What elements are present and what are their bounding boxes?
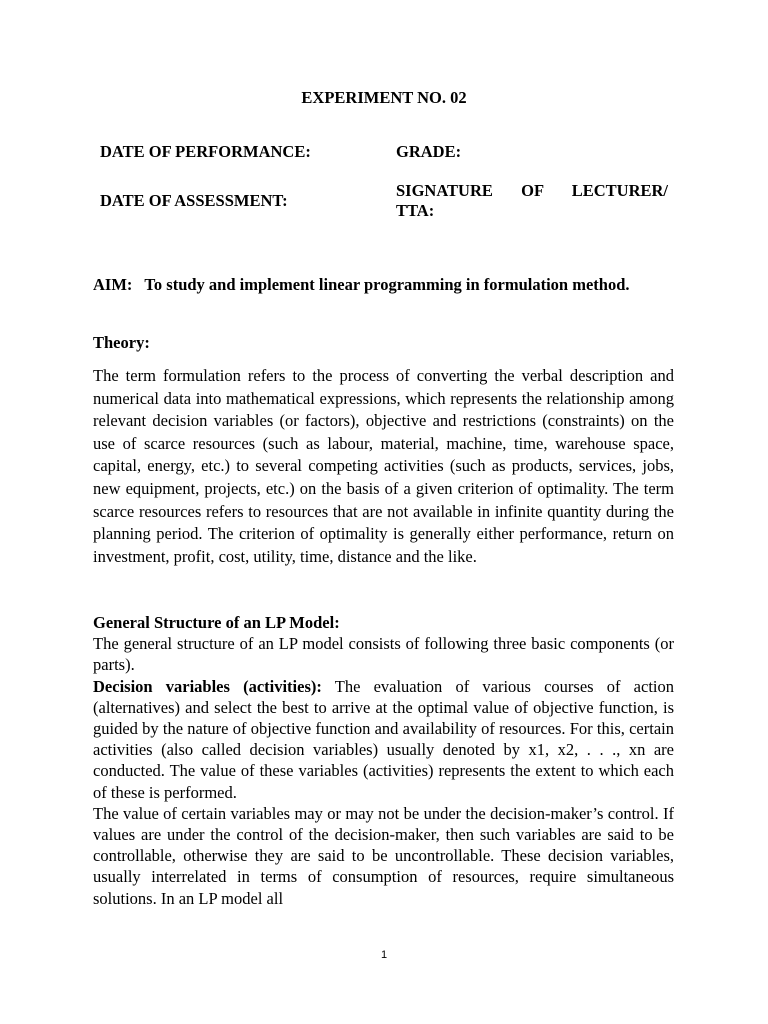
aim-label: AIM: xyxy=(93,275,133,294)
aim-section xyxy=(93,274,674,296)
signature-label: SIGNATURE OF LECTURER/ xyxy=(396,181,668,200)
page-number: 1 xyxy=(380,949,388,961)
decision-variables-label: Decision variables (activities): xyxy=(93,676,322,696)
control-paragraph: The value of certain variables may or may not be under the decision-maker’s control. If values are under the control of the decision-maker, then such variables are said to be controllable, otherwise they are said to be uncontrollable. These decision variables, usually interrelated in terms of consumption of resources, require simultaneous solutions. In an LP model all xyxy=(93,803,674,908)
date-of-performance-label: DATE OF PERFORMANCE: xyxy=(100,142,311,161)
theory-heading: Theory: xyxy=(93,333,150,352)
grade-label: GRADE: xyxy=(396,142,462,161)
decision-variables-text: The evaluation of various courses of action (alternatives) and select the best to arrive at the optimal value of objective function, is guided by the nature of objective function and availability of resources. For this, certain activities (also called decision variables) usually denoted by x1, x2, . . ., xn are conducted. The value of these variables (activities) represents the extent to which each of these is performed. xyxy=(93,676,674,802)
signature-label-continued: TTA: xyxy=(396,201,435,220)
decision-variables-paragraph xyxy=(93,676,674,803)
general-structure-heading: General Structure of an LP Model: xyxy=(93,613,340,632)
general-structure-intro: The general structure of an LP model consists of following three basic components (or parts). xyxy=(93,634,674,675)
theory-paragraph: The term formulation refers to the process of converting the verbal description and numerical data into mathematical expressions, which represents the relationship among relevant decision variables (or factors), objective and restrictions (constraints) on the use of scarce resources (such as labour, material, machine, time, warehouse space, capital, energy, etc.) to several competing activities (such as products, services, jobs, new equipment, projects, etc.) on the basis of a given criterion of optimality. The term scarce resources refers to resources that are not available in infinite quantity during the planning period. The criterion of optimality is generally either performance, return on investment, profit, cost, utility, time, distance and the like. xyxy=(93,366,674,566)
general-structure-section xyxy=(93,612,674,909)
experiment-title: EXPERIMENT NO. 02 xyxy=(301,88,467,107)
date-of-assessment-label: DATE OF ASSESSMENT: xyxy=(100,191,288,210)
aim-text: To study and implement linear programming in formulation method. xyxy=(144,275,630,294)
